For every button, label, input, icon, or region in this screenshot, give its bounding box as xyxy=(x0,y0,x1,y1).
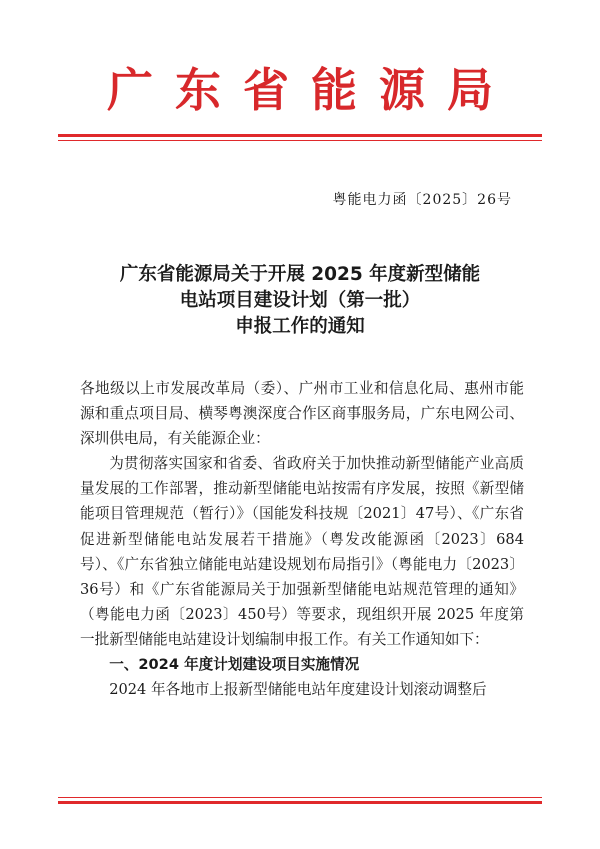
title-line: 申报工作的通知 xyxy=(235,316,365,337)
document-body xyxy=(80,376,524,702)
red-rule-bottom-thin xyxy=(58,797,542,798)
body-paragraph: 为贯彻落实国家和省委、省政府关于加快推动新型储能产业高质量发展的工作部署，推动新型储能电站按需有序发展，按照《新型储能项目管理规范（暂行）》（国能发科技规〔2021〕47号）、《广东省促进新型储能电站发展若干措施》（粤发改能源函〔2023〕684号）、《广东省独立储能电站建设规划布局指引》（粤能电力〔2023〕36号）和《广东省能源局关于加强新型储能电站规范管理的通知》（粤能电力函〔2023〕450号）等要求，现组织开展 2025 年度第一批新型储能电站建设计划编制申报工作。有关工作通知如下： xyxy=(80,455,524,648)
red-rule-top-thick xyxy=(58,134,542,137)
document-number: 粤能电力函〔2025〕26号 xyxy=(332,192,512,208)
org-header-title: 广东省能源局 xyxy=(107,63,515,117)
title-line: 电站项目建设计划（第一批） xyxy=(179,290,421,311)
body-paragraph: 2024 年各地市上报新型储能电站年度建设计划滚动调整后 xyxy=(109,681,487,699)
section-heading: 一、2024 年度计划建设项目实施情况 xyxy=(109,656,360,674)
title-line: 广东省能源局关于开展 2025 年度新型储能 xyxy=(119,264,481,285)
red-rule-bottom-thick xyxy=(58,801,542,804)
document-title xyxy=(0,262,600,340)
red-rule-top-thin xyxy=(58,140,542,141)
salutation: 各地级以上市发展改革局（委）、广州市工业和信息化局、惠州市能源和重点项目局、横琴粤澳深度合作区商事服务局，广东电网公司、深圳供电局，有关能源企业： xyxy=(80,380,524,448)
